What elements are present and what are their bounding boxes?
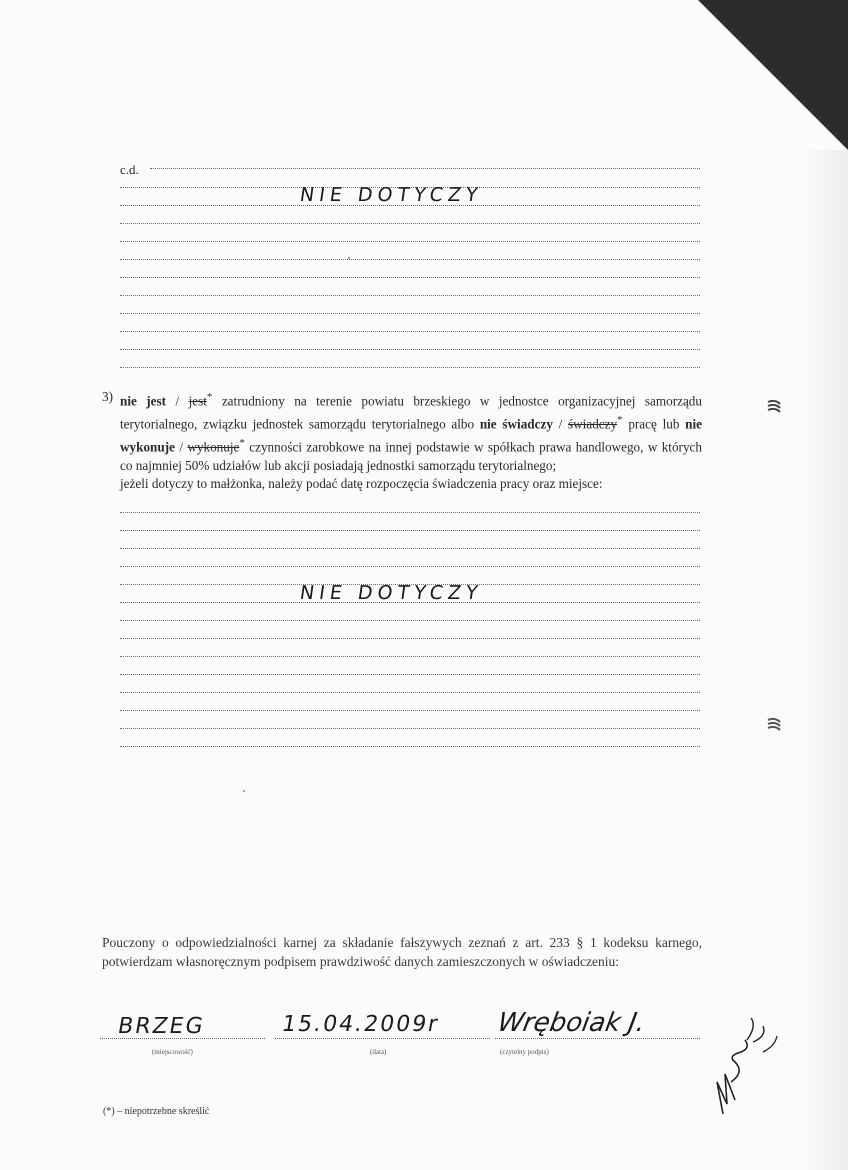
dotted-line bbox=[120, 241, 700, 242]
date-handwritten: 15.04.2009r bbox=[279, 1012, 442, 1037]
signature-caption: (czytelny podpis) bbox=[500, 1048, 549, 1056]
dotted-line bbox=[120, 367, 700, 368]
handwritten-signature: Wręboiak J. bbox=[495, 1008, 648, 1038]
dotted-line bbox=[120, 277, 700, 278]
wykonuje-struck-option: wykonuje bbox=[187, 439, 240, 455]
signature-dotted-line bbox=[495, 1038, 700, 1039]
handwritten-not-applicable: NIE DOTYCZY bbox=[298, 582, 485, 604]
dotted-line bbox=[120, 620, 700, 621]
dotted-line bbox=[120, 728, 700, 729]
dotted-line bbox=[120, 331, 700, 332]
date-dotted-line bbox=[275, 1038, 490, 1039]
dotted-line bbox=[120, 692, 700, 693]
scan-speck bbox=[348, 257, 350, 259]
dotted-line bbox=[120, 674, 700, 675]
side-signature-icon bbox=[705, 1012, 795, 1122]
liability-declaration: Pouczony o odpowiedzialności karnej za składanie fałszywych zeznań z art. 233 § 1 kodeksu karnego, potwierdzam własnoręcznym podpisem prawdziwość danych zamieszczonych w oświadczeniu: bbox=[102, 935, 702, 969]
dotted-line bbox=[120, 566, 700, 567]
dotted-line bbox=[120, 746, 700, 747]
spouse-instruction: jeżeli dotyczy to małżonka, należy podać datę rozpoczęcia świadczenia pracy oraz miejsce: bbox=[120, 476, 603, 492]
section-number: 3) bbox=[102, 389, 113, 404]
page-edge-shadow bbox=[800, 150, 848, 1170]
dotted-line bbox=[120, 259, 700, 260]
handwritten-not-applicable: NIE DOTYCZY bbox=[298, 184, 485, 206]
dotted-line bbox=[120, 638, 700, 639]
dotted-line bbox=[120, 223, 700, 224]
place-dotted-line bbox=[100, 1038, 265, 1039]
dotted-line bbox=[120, 710, 700, 711]
place-caption: (miejscowość) bbox=[152, 1048, 193, 1056]
jest-struck-option: jest bbox=[188, 393, 207, 409]
dotted-line bbox=[120, 548, 700, 549]
signature-row bbox=[100, 1008, 700, 1068]
date-caption: (data) bbox=[370, 1048, 387, 1056]
section-3-text: nie jest / jest* zatrudniony na terenie powiatu brzeskiego w jednostce organizacyjnej samorządu terytorialnego, związku jednostek samorządu terytorialnego albo nie świadczy / świadczy* pracę lub nie wykonuje / wykonuje* czynności zarobkowe na innej podstawie w spółkach prawa handlowego, w których co najmniej 50% udziałów lub akcji posiadają jednostki samorządu terytorialnego; jeżeli dotyczy to małżonka, należy podać datę rozpoczęcia świadczenia pracy oraz miejsce: bbox=[120, 391, 702, 492]
dotted-line bbox=[120, 656, 700, 657]
dotted-line bbox=[120, 530, 700, 531]
section-3 bbox=[102, 388, 702, 494]
dotted-line bbox=[120, 313, 700, 314]
punch-hole-icon bbox=[765, 716, 783, 734]
dotted-line bbox=[120, 349, 700, 350]
swiadczy-struck-option: świadczy bbox=[568, 416, 618, 432]
punch-hole-icon bbox=[765, 398, 783, 416]
scan-speck bbox=[243, 790, 245, 792]
dotted-line bbox=[120, 512, 700, 513]
dotted-line bbox=[120, 295, 700, 296]
folded-corner bbox=[698, 0, 848, 150]
place-handwritten: BRZEG bbox=[115, 1014, 207, 1039]
cd-label: c.d. bbox=[120, 162, 139, 177]
nie-wykonuje-option: nie wykonuje bbox=[120, 416, 702, 455]
dotted-line bbox=[150, 168, 700, 169]
nie-jest-option: nie jest bbox=[120, 393, 167, 409]
nie-swiadczy-option: nie świadczy bbox=[479, 416, 553, 432]
footnote: (*) – niepotrzebne skreślić bbox=[103, 1106, 210, 1117]
